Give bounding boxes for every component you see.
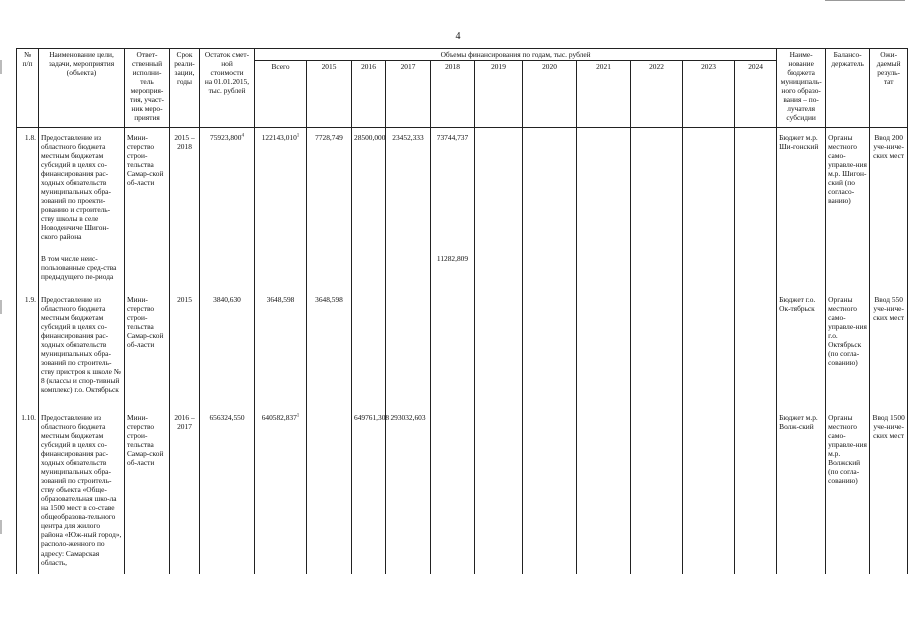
empty-cell bbox=[200, 251, 255, 289]
header-year-2016: 2016 bbox=[352, 61, 386, 128]
empty-cell bbox=[352, 251, 386, 289]
corner-rule bbox=[825, 0, 905, 1]
row-number: 1.8. bbox=[17, 128, 39, 252]
row-value-2024 bbox=[735, 407, 777, 574]
row-value-2020 bbox=[523, 407, 577, 574]
header-year-2019: 2019 bbox=[475, 61, 523, 128]
table-row bbox=[17, 407, 908, 574]
empty-cell bbox=[631, 251, 683, 289]
row-name: Предоставление из областного бюджета местным бюджетам субсидий в целях со-финансирования рас-ходных обязательств муниципальных обра-зований по строитель-ству пристроя к школе № 8 (классы и спор-тивный комплекс) г.о. Октябрьск bbox=[39, 289, 125, 407]
row-balance-value: 75923,800 bbox=[210, 133, 242, 143]
row-value-2017: 293032,603 bbox=[386, 407, 431, 574]
empty-cell bbox=[307, 251, 352, 289]
row-value-2015 bbox=[307, 407, 352, 574]
row-total: 3648,598 bbox=[255, 289, 307, 407]
header-year-2018: 2018 bbox=[431, 61, 475, 128]
table-subrow bbox=[17, 251, 908, 289]
page-number: 4 bbox=[455, 31, 461, 42]
row-value-2019 bbox=[475, 407, 523, 574]
row-value-2022 bbox=[631, 128, 683, 252]
header-funding: Объемы финансирования по годам, тыс. рублей bbox=[255, 49, 777, 61]
header-name: Наименование цели, задачи, мероприятия (объекта) bbox=[39, 49, 125, 128]
header-year-2024: 2024 bbox=[735, 61, 777, 128]
row-executor: Мини-стерство строи-тельства Самар-ской об-ласти bbox=[125, 407, 170, 574]
program-table bbox=[16, 48, 908, 574]
row-recipient: Бюджет г.о. Ок-тябрьск bbox=[777, 289, 826, 407]
row-value-2015: 7728,749 bbox=[307, 128, 352, 252]
program-table-container bbox=[16, 48, 906, 631]
row-total-value: 122143,010 bbox=[261, 133, 297, 143]
row-result: Ввод 200 уче-ниче-ских мест bbox=[870, 128, 908, 252]
scan-edge-mark bbox=[0, 60, 2, 74]
row-sub-name: В том числе неис-пользованные сред-ства предыдущего пе-риода bbox=[39, 251, 125, 289]
row-executor: Мини-стерство строи-тельства Самар-ской об-ласти bbox=[125, 128, 170, 252]
row-value-2022 bbox=[631, 407, 683, 574]
row-holder: Органы местного само-управле-ния м.р. Волжский (по согла-сованию) bbox=[826, 407, 870, 574]
row-total-value: 640582,837 bbox=[261, 413, 297, 423]
row-recipient: Бюджет м.р. Волж-ский bbox=[777, 407, 826, 574]
header-executor: Ответ- ственный исполни- тель мероприя- тия, участ- ник меро- приятия bbox=[125, 49, 170, 128]
row-name: Предоставление из областного бюджета местным бюджетам субсидий в целях со-финансирования рас-ходных обязательств муниципальных обра-зований по проекти-рованию и строитель-ству школы в селе Новоденчиче Шигон-ского района bbox=[39, 128, 125, 252]
footnote-mark: 1 bbox=[296, 413, 300, 419]
row-value-2023 bbox=[683, 407, 735, 574]
row-value-2018 bbox=[431, 407, 475, 574]
row-holder: Органы местного само-управле-ния м.р. Шигон-ский (по согласо-ванию) bbox=[826, 128, 870, 252]
empty-cell bbox=[125, 251, 170, 289]
row-value-2019 bbox=[475, 128, 523, 252]
row-balance: 3840,630 bbox=[200, 289, 255, 407]
row-balance bbox=[200, 128, 255, 252]
row-value-2018 bbox=[431, 289, 475, 407]
footnote-mark: 1 bbox=[296, 133, 300, 139]
header-year-2015: 2015 bbox=[307, 61, 352, 128]
table-row bbox=[17, 289, 908, 407]
empty-cell bbox=[577, 251, 631, 289]
row-value-2019 bbox=[475, 289, 523, 407]
row-executor: Мини-стерство строи-тельства Самар-ской об-ласти bbox=[125, 289, 170, 407]
scan-edge-mark bbox=[0, 520, 2, 534]
row-value-2024 bbox=[735, 289, 777, 407]
row-result: Ввод 1500 уче-ниче-ских мест bbox=[870, 407, 908, 574]
row-value-2023 bbox=[683, 289, 735, 407]
row-number: 1.10. bbox=[17, 407, 39, 574]
row-value-2018: 73744,737 bbox=[431, 128, 475, 252]
row-value-2020 bbox=[523, 128, 577, 252]
empty-cell bbox=[826, 251, 870, 289]
row-number: 1.9. bbox=[17, 289, 39, 407]
footnote-mark: 4 bbox=[241, 133, 244, 139]
header-recipient: Наиме- нование бюджета муниципаль- ного образо- вания – по- лучателя субсидии bbox=[777, 49, 826, 128]
row-value-2020 bbox=[523, 289, 577, 407]
header-term: Срок реали- зации, годы bbox=[170, 49, 200, 128]
row-total bbox=[255, 128, 307, 252]
row-value-2017: 23452,333 bbox=[386, 128, 431, 252]
header-year-2022: 2022 bbox=[631, 61, 683, 128]
row-value-2015: 3648,598 bbox=[307, 289, 352, 407]
row-name: Предоставление из областного бюджета местным бюджетам субсидий в целях со-финансирования рас-ходных обязательств муниципальных обра-зований по строитель-ству объекта «Обще-образовательная шко-ла на 1500 мест в со-ставе общеобразова-тельного центра для жилого района «Юж-ный город», располо-женного по адресу: Самарская область, bbox=[39, 407, 125, 574]
row-recipient: Бюджет м.р. Ши-гонский bbox=[777, 128, 826, 252]
row-result: Ввод 550 уче-ниче-ских мест bbox=[870, 289, 908, 407]
empty-cell bbox=[255, 251, 307, 289]
empty-cell bbox=[735, 251, 777, 289]
empty-cell bbox=[170, 251, 200, 289]
header-balance: Остаток смет- ной стоимости на 01.01.2015, тыс. рублей bbox=[200, 49, 255, 128]
row-value-2017 bbox=[386, 289, 431, 407]
row-holder: Органы местного само-управле-ния г.о. Октябрьск (по согла-сованию) bbox=[826, 289, 870, 407]
empty-cell bbox=[523, 251, 577, 289]
row-value-2016: 649761,308 bbox=[352, 407, 386, 574]
header-year-2023: 2023 bbox=[683, 61, 735, 128]
empty-cell bbox=[17, 251, 39, 289]
empty-cell bbox=[870, 251, 908, 289]
row-value-2021 bbox=[577, 289, 631, 407]
row-value-2021 bbox=[577, 128, 631, 252]
empty-cell bbox=[386, 251, 431, 289]
empty-cell bbox=[777, 251, 826, 289]
row-value-2023 bbox=[683, 128, 735, 252]
empty-cell bbox=[475, 251, 523, 289]
row-total bbox=[255, 407, 307, 574]
row-term: 2016 – 2017 bbox=[170, 407, 200, 574]
table-row bbox=[17, 128, 908, 252]
row-value-2021 bbox=[577, 407, 631, 574]
header-year-total: Всего bbox=[255, 61, 307, 128]
row-value-2016 bbox=[352, 289, 386, 407]
row-value-2016: 28500,000 bbox=[352, 128, 386, 252]
header-year-2021: 2021 bbox=[577, 61, 631, 128]
header-no: № п/п bbox=[17, 49, 39, 128]
empty-cell bbox=[683, 251, 735, 289]
header-holder: Балансо- держатель bbox=[826, 49, 870, 128]
header-year-2017: 2017 bbox=[386, 61, 431, 128]
row-term: 2015 – 2018 bbox=[170, 128, 200, 252]
row-sub-value-2018: 11282,809 bbox=[431, 251, 475, 289]
row-value-2022 bbox=[631, 289, 683, 407]
row-value-2024 bbox=[735, 128, 777, 252]
row-balance: 656324,550 bbox=[200, 407, 255, 574]
scan-edge-mark bbox=[0, 300, 2, 314]
header-result: Ожи- даемый резуль- тат bbox=[870, 49, 908, 128]
row-term: 2015 bbox=[170, 289, 200, 407]
header-year-2020: 2020 bbox=[523, 61, 577, 128]
